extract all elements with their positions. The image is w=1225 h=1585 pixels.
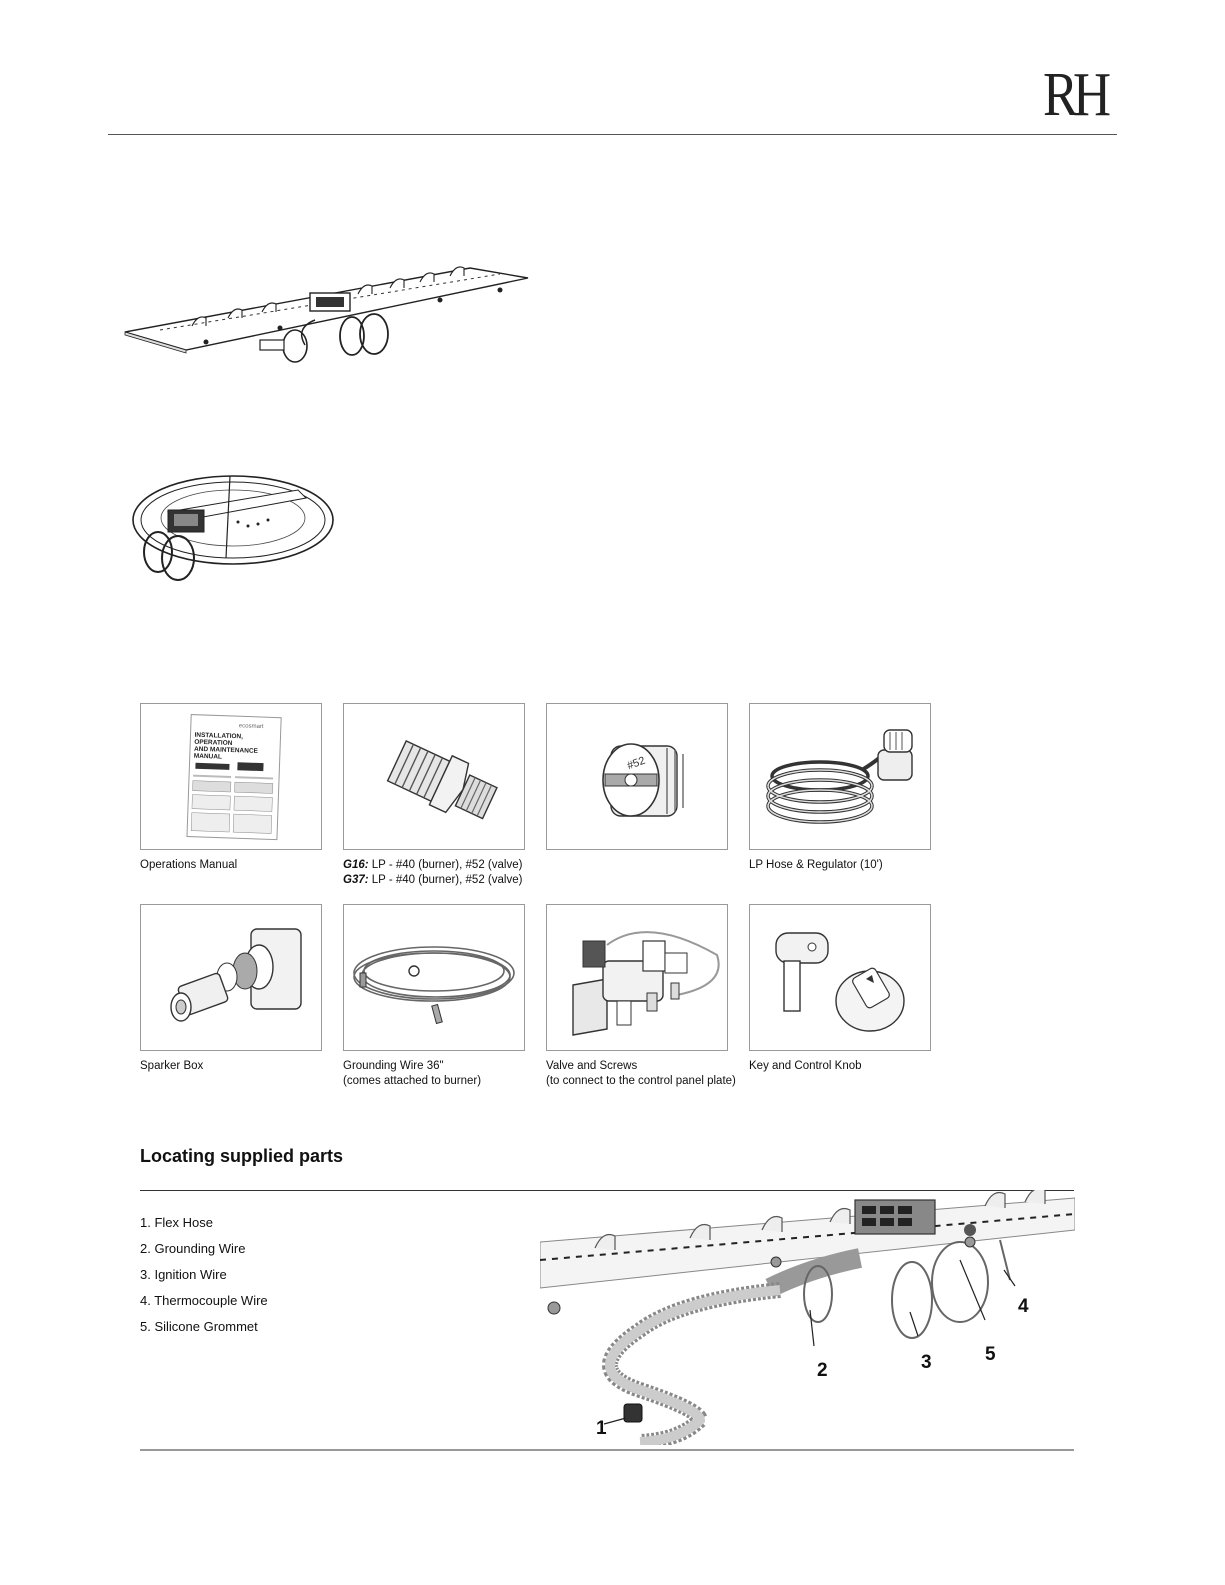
- caption-key-and-knob: Key and Control Knob: [749, 1060, 862, 1072]
- supplied-parts-diagram: [540, 1190, 1075, 1445]
- section-title-locating-parts: Locating supplied parts: [140, 1146, 344, 1166]
- svg-text:MANUAL: MANUAL: [193, 752, 223, 761]
- sparker-box-image: [140, 904, 322, 1051]
- callout-3: 3: [921, 1352, 932, 1373]
- round-burner-illustration: [128, 470, 338, 590]
- supplied-parts-list: [140, 1215, 268, 1345]
- orifice-fitting-image: [343, 703, 525, 850]
- svg-text:AND MAINTENANCE: AND MAINTENANCE: [193, 745, 259, 755]
- key-and-knob-image: [749, 904, 931, 1051]
- list-item: 1. Flex Hose: [140, 1215, 213, 1230]
- list-item: 5. Silicone Grommet: [140, 1319, 258, 1334]
- svg-text:OPERATION: OPERATION: [194, 738, 233, 748]
- callout-1: 1: [596, 1418, 607, 1439]
- caption-grounding-wire: Grounding Wire 36" (comes attached to burner): [343, 1060, 482, 1087]
- footer-divider: [140, 1449, 1074, 1451]
- operations-manual-image: [140, 703, 322, 850]
- svg-text:INSTALLATION,: INSTALLATION,: [194, 731, 244, 741]
- lp-hose-image: [749, 703, 931, 850]
- manual-brand: ecosmart: [238, 723, 264, 731]
- valve-and-screws-image: [546, 904, 728, 1051]
- caption-valve-and-screws: Valve and Screws (to connect to the control panel plate): [546, 1060, 736, 1087]
- callout-2: 2: [817, 1360, 828, 1381]
- header-divider: [108, 134, 1117, 135]
- grounding-wire-image: [343, 904, 525, 1051]
- brand-logo: RH: [1043, 61, 1107, 129]
- caption-operations-manual: Operations Manual: [140, 859, 238, 871]
- list-item: 2. Grounding Wire: [140, 1241, 246, 1256]
- valve-orifice-image: [546, 703, 728, 850]
- caption-orifice: G16: LP - #40 (burner), #52 (valve) G37: LP - #40 (burner), #52 (valve): [343, 859, 523, 886]
- caption-lp-hose: LP Hose & Regulator (10'): [749, 859, 883, 871]
- callout-4: 4: [1018, 1296, 1029, 1317]
- caption-sparker-box: Sparker Box: [140, 1060, 204, 1072]
- linear-burner-illustration: [120, 260, 540, 370]
- orifice-size-label: #52: [625, 754, 647, 773]
- callout-5: 5: [985, 1344, 996, 1365]
- list-item: 4. Thermocouple Wire: [140, 1293, 268, 1308]
- list-item: 3. Ignition Wire: [140, 1267, 227, 1282]
